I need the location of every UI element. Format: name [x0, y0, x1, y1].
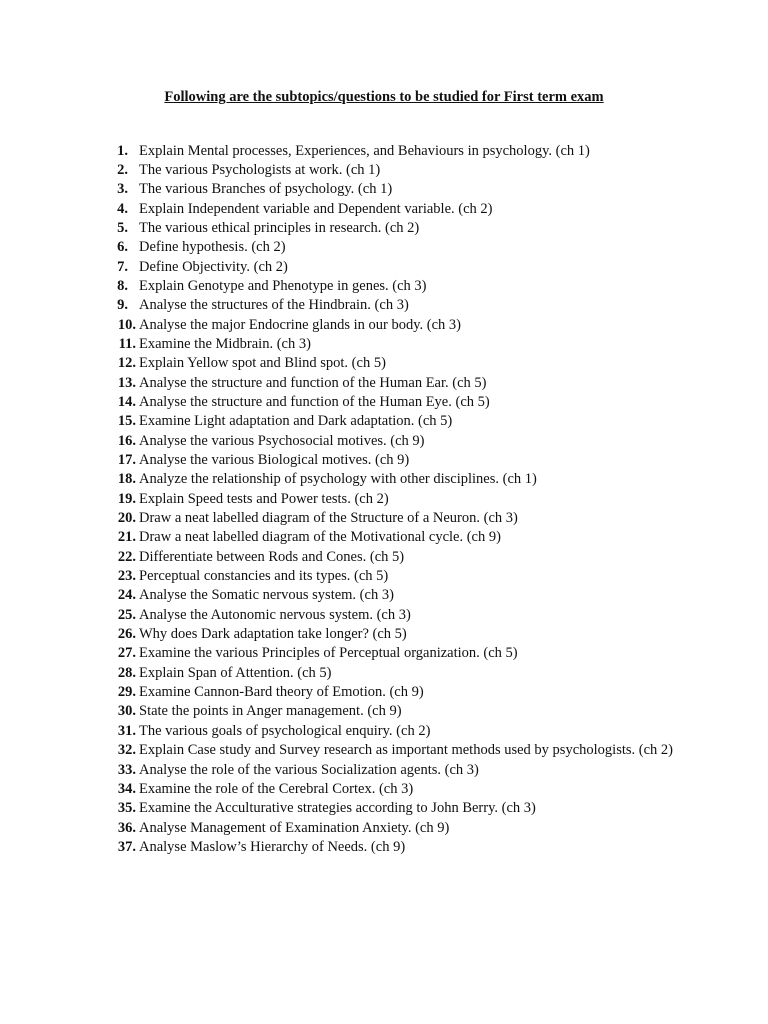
question-item	[0, 528, 768, 547]
question-text: Examine the role of the Cerebral Cortex. (ch 3)	[139, 780, 414, 797]
question-number: 8.	[117, 277, 128, 294]
question-item	[0, 354, 768, 373]
question-text: Analyse the major Endocrine glands in our body. (ch 3)	[139, 316, 462, 333]
question-text: The various Psychologists at work. (ch 1)	[139, 161, 381, 178]
question-number: 26.	[117, 626, 136, 643]
question-text: The various Branches of psychology. (ch 1)	[139, 181, 393, 198]
question-item	[0, 780, 768, 799]
question-item	[0, 277, 768, 296]
question-item	[0, 238, 768, 257]
question-number: 16.	[117, 432, 136, 449]
question-text: Define Objectivity. (ch 2)	[139, 258, 288, 275]
question-number: 20.	[117, 510, 136, 527]
question-text: Perceptual constancies and its types. (ch 5)	[139, 568, 389, 585]
question-number: 14.	[117, 393, 136, 410]
question-item	[0, 432, 768, 451]
question-text: Examine Cannon-Bard theory of Emotion. (ch 9)	[139, 684, 424, 701]
question-number: 4.	[117, 200, 128, 217]
question-item	[0, 335, 768, 354]
question-number: 27.	[117, 645, 136, 662]
question-number: 11.	[118, 335, 136, 352]
question-number: 34.	[117, 780, 136, 797]
question-item	[0, 393, 768, 412]
question-item	[0, 142, 768, 161]
question-number: 25.	[117, 606, 136, 623]
question-number: 35.	[117, 800, 136, 817]
question-number: 22.	[117, 548, 136, 565]
question-item	[0, 180, 768, 199]
question-item	[0, 799, 768, 818]
question-item	[0, 200, 768, 219]
question-number: 10.	[117, 316, 136, 333]
question-item	[0, 625, 768, 644]
question-text: Draw a neat labelled diagram of the Motivational cycle. (ch 9)	[139, 529, 501, 546]
question-item	[0, 374, 768, 393]
question-item	[0, 161, 768, 180]
question-text: Analyse the structure and function of the Human Ear. (ch 5)	[139, 374, 487, 391]
question-item	[0, 490, 768, 509]
question-text: Examine the Midbrain. (ch 3)	[139, 335, 311, 352]
question-number: 28.	[117, 664, 136, 681]
question-number: 1.	[117, 142, 128, 159]
question-text: Analyse the structures of the Hindbrain. (ch 3)	[139, 297, 409, 314]
question-list	[0, 142, 768, 858]
question-text: Analyse Management of Examination Anxiety. (ch 9)	[139, 819, 450, 836]
question-number: 37.	[117, 838, 136, 855]
question-number: 13.	[117, 374, 136, 391]
question-text: Examine Light adaptation and Dark adaptation. (ch 5)	[139, 413, 453, 430]
question-item	[0, 412, 768, 431]
question-number: 19.	[117, 490, 136, 507]
question-number: 6.	[117, 239, 128, 256]
question-item	[0, 451, 768, 470]
question-item	[0, 722, 768, 741]
question-text: Explain Genotype and Phenotype in genes. (ch 3)	[139, 277, 427, 294]
question-text: Explain Span of Attention. (ch 5)	[139, 664, 332, 681]
question-number: 3.	[117, 181, 128, 198]
question-number: 23.	[117, 568, 136, 585]
question-number: 12.	[117, 355, 136, 372]
question-item	[0, 819, 768, 838]
question-item	[0, 470, 768, 489]
question-number: 32.	[117, 742, 136, 759]
question-text: Analyse the various Biological motives. (ch 9)	[139, 452, 410, 468]
question-number: 21.	[117, 529, 136, 546]
question-text: Explain Speed tests and Power tests. (ch 2)	[139, 490, 389, 507]
question-text: The various goals of psychological enquiry. (ch 2)	[139, 722, 431, 739]
question-text: State the points in Anger management. (ch 9)	[139, 703, 402, 720]
question-item	[0, 644, 768, 663]
question-item	[0, 509, 768, 528]
question-item	[0, 741, 768, 760]
question-number: 2.	[117, 161, 128, 178]
question-item	[0, 664, 768, 683]
question-text: Analyse the structure and function of the Human Eye. (ch 5)	[139, 393, 490, 410]
question-text: Analyse Maslow’s Hierarchy of Needs. (ch 9)	[139, 838, 406, 855]
question-text: Examine the Acculturative strategies according to John Berry. (ch 3)	[139, 800, 536, 817]
question-text: Differentiate between Rods and Cones. (ch 5)	[139, 548, 405, 565]
question-number: 18.	[117, 471, 136, 488]
question-text: Analyse the role of the various Socialization agents. (ch 3)	[139, 761, 479, 778]
question-number: 29.	[117, 684, 136, 701]
question-item	[0, 567, 768, 586]
question-text: Analyse the Autonomic nervous system. (ch 3)	[139, 606, 411, 623]
question-item	[0, 258, 768, 277]
question-item	[0, 702, 768, 721]
question-item	[0, 838, 768, 857]
question-text: Explain Yellow spot and Blind spot. (ch 5)	[139, 355, 386, 372]
question-number: 30.	[117, 703, 136, 720]
question-text: Examine the various Principles of Perceptual organization. (ch 5)	[139, 645, 518, 662]
question-item	[0, 219, 768, 238]
question-number: 15.	[117, 413, 136, 430]
question-item	[0, 548, 768, 567]
question-text: The various ethical principles in research. (ch 2)	[139, 219, 420, 236]
question-number: 33.	[117, 761, 136, 778]
question-item	[0, 586, 768, 605]
question-number: 36.	[117, 819, 136, 836]
question-number: 31.	[117, 722, 136, 739]
question-text: Explain Independent variable and Dependent variable. (ch 2)	[139, 200, 493, 217]
question-number: 9.	[117, 297, 128, 314]
question-text: Why does Dark adaptation take longer? (ch 5)	[139, 626, 407, 643]
question-number: 5.	[117, 219, 128, 236]
question-item	[0, 606, 768, 625]
document-title: Following are the subtopics/questions to be studied for First term exam	[164, 89, 604, 105]
question-text: Define hypothesis. (ch 2)	[139, 239, 286, 256]
question-item	[0, 316, 768, 335]
question-text: Analyse the various Psychosocial motives. (ch 9)	[139, 432, 425, 449]
question-text: Analyse the Somatic nervous system. (ch 3)	[139, 587, 394, 604]
question-number: 17.	[117, 452, 136, 468]
question-item	[0, 761, 768, 780]
question-number: 7.	[117, 258, 128, 275]
question-text: Draw a neat labelled diagram of the Structure of a Neuron. (ch 3)	[139, 510, 518, 527]
question-item	[0, 296, 768, 315]
question-item	[0, 683, 768, 702]
question-number: 24.	[117, 587, 136, 604]
question-text: Analyze the relationship of psychology with other disciplines. (ch 1)	[139, 471, 537, 488]
question-text: Explain Mental processes, Experiences, and Behaviours in psychology. (ch 1)	[139, 142, 590, 159]
question-text: Explain Case study and Survey research as important methods used by psychologists. (ch 2)	[139, 742, 673, 759]
